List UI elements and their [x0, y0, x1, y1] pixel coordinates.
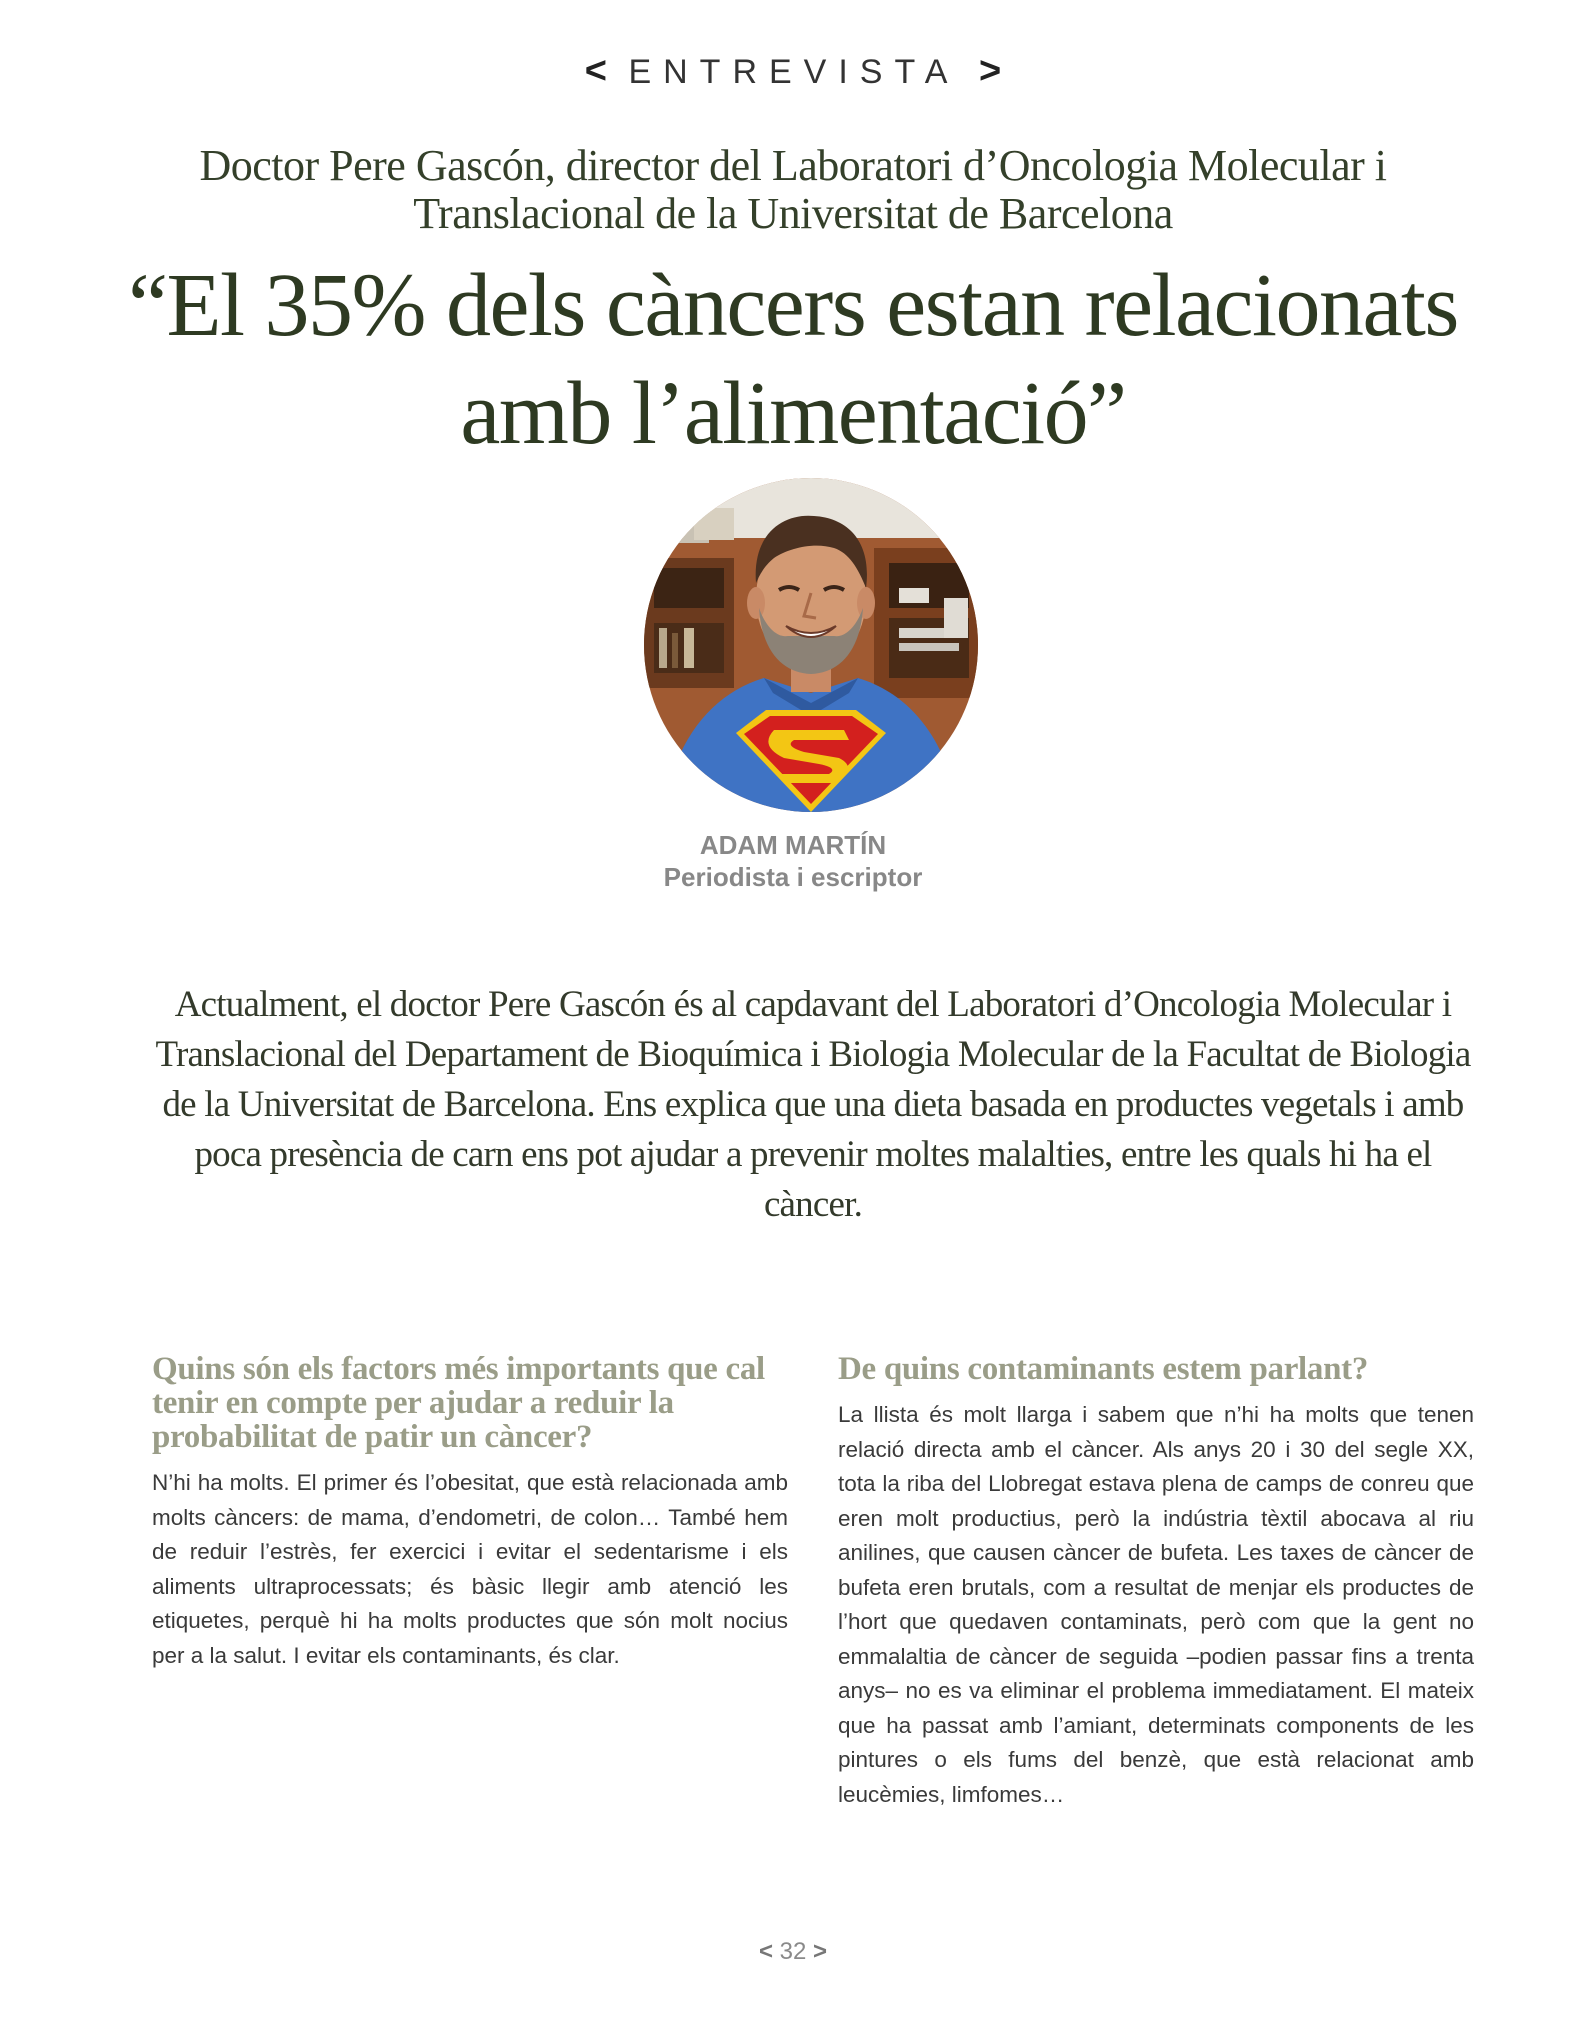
- qa-column-left: [152, 1352, 788, 1673]
- page-number: [0, 1938, 1586, 1966]
- author-portrait: [644, 478, 978, 812]
- article-headline: “El 35% dels càncers estan relacionats amb l’alimentació”: [128, 256, 1458, 463]
- chevron-right-icon: >: [813, 1938, 828, 1965]
- chevron-left-icon: <: [584, 50, 607, 92]
- question-heading: De quins contaminants estem parlant?: [838, 1351, 1369, 1387]
- author-name: ADAM MARTÍN: [699, 830, 887, 860]
- section-tag: [0, 50, 1586, 93]
- article-subtitle: Doctor Pere Gascón, director del Laboratori d’Oncologia Molecular i Translacional de la Universitat de Barcelona: [199, 141, 1387, 238]
- qa-column-right: [838, 1352, 1474, 1812]
- chevron-right-icon: >: [979, 50, 1002, 92]
- answer-text: La llista és molt llarga i sabem que n’hi ha molts que tenen relació directa amb el càncer. Als anys 20 i 30 del segle XX, tota la riba del Llobregat estava plena de camps de conreu que eren molt productius, però la indústria tèxtil abocava al riu anilines, que causen càncer de bufeta. Les taxes de càncer de bufeta eren brutals, com a resultat de menjar els productes de l’hort que quedaven contaminats, però com que la gent no emmalaltia de càncer de seguida –podien passar fins a trenta anys– no es va eliminar el problema immediatament. El mateix que ha passat amb l’amiant, determinats components de les pintures o els fums del benzè, que està relacionat amb leucèmies, limfomes…: [838, 1402, 1474, 1807]
- article-intro: Actualment, el doctor Pere Gascón és al capdavant del Laboratori d’Oncologia Molecular i Translacional del Departament de Bioquímica i Biologia Molecular de la Facultat de Biologia de la Universitat de Barcelona. Ens explica que una dieta basada en productes vegetals i amb poca presència de carn ens pot ajudar a prevenir moltes malalties, entre les quals hi ha el càncer.: [155, 984, 1471, 1225]
- answer-text: N’hi ha molts. El primer és l’obesitat, que està relacionada amb molts càncers: de mama, d’endometri, de colon… També hem de reduir l’estrès, fer exercici i evitar el sedentarisme i els aliments ultraprocessats; és bàsic llegir amb atenció les etiquetes, perquè hi ha molts productes que són molt nocius per a la salut. I evitar els contaminants, és clar.: [152, 1470, 788, 1668]
- question-heading: Quins són els factors més importants que cal tenir en compte per ajudar a reduir la probabilitat de patir un càncer?: [152, 1351, 765, 1455]
- page-number-value: 32: [779, 1938, 807, 1965]
- section-label: ENTREVISTA: [628, 53, 958, 91]
- chevron-left-icon: <: [758, 1938, 773, 1965]
- author-role: Periodista i escriptor: [663, 862, 923, 892]
